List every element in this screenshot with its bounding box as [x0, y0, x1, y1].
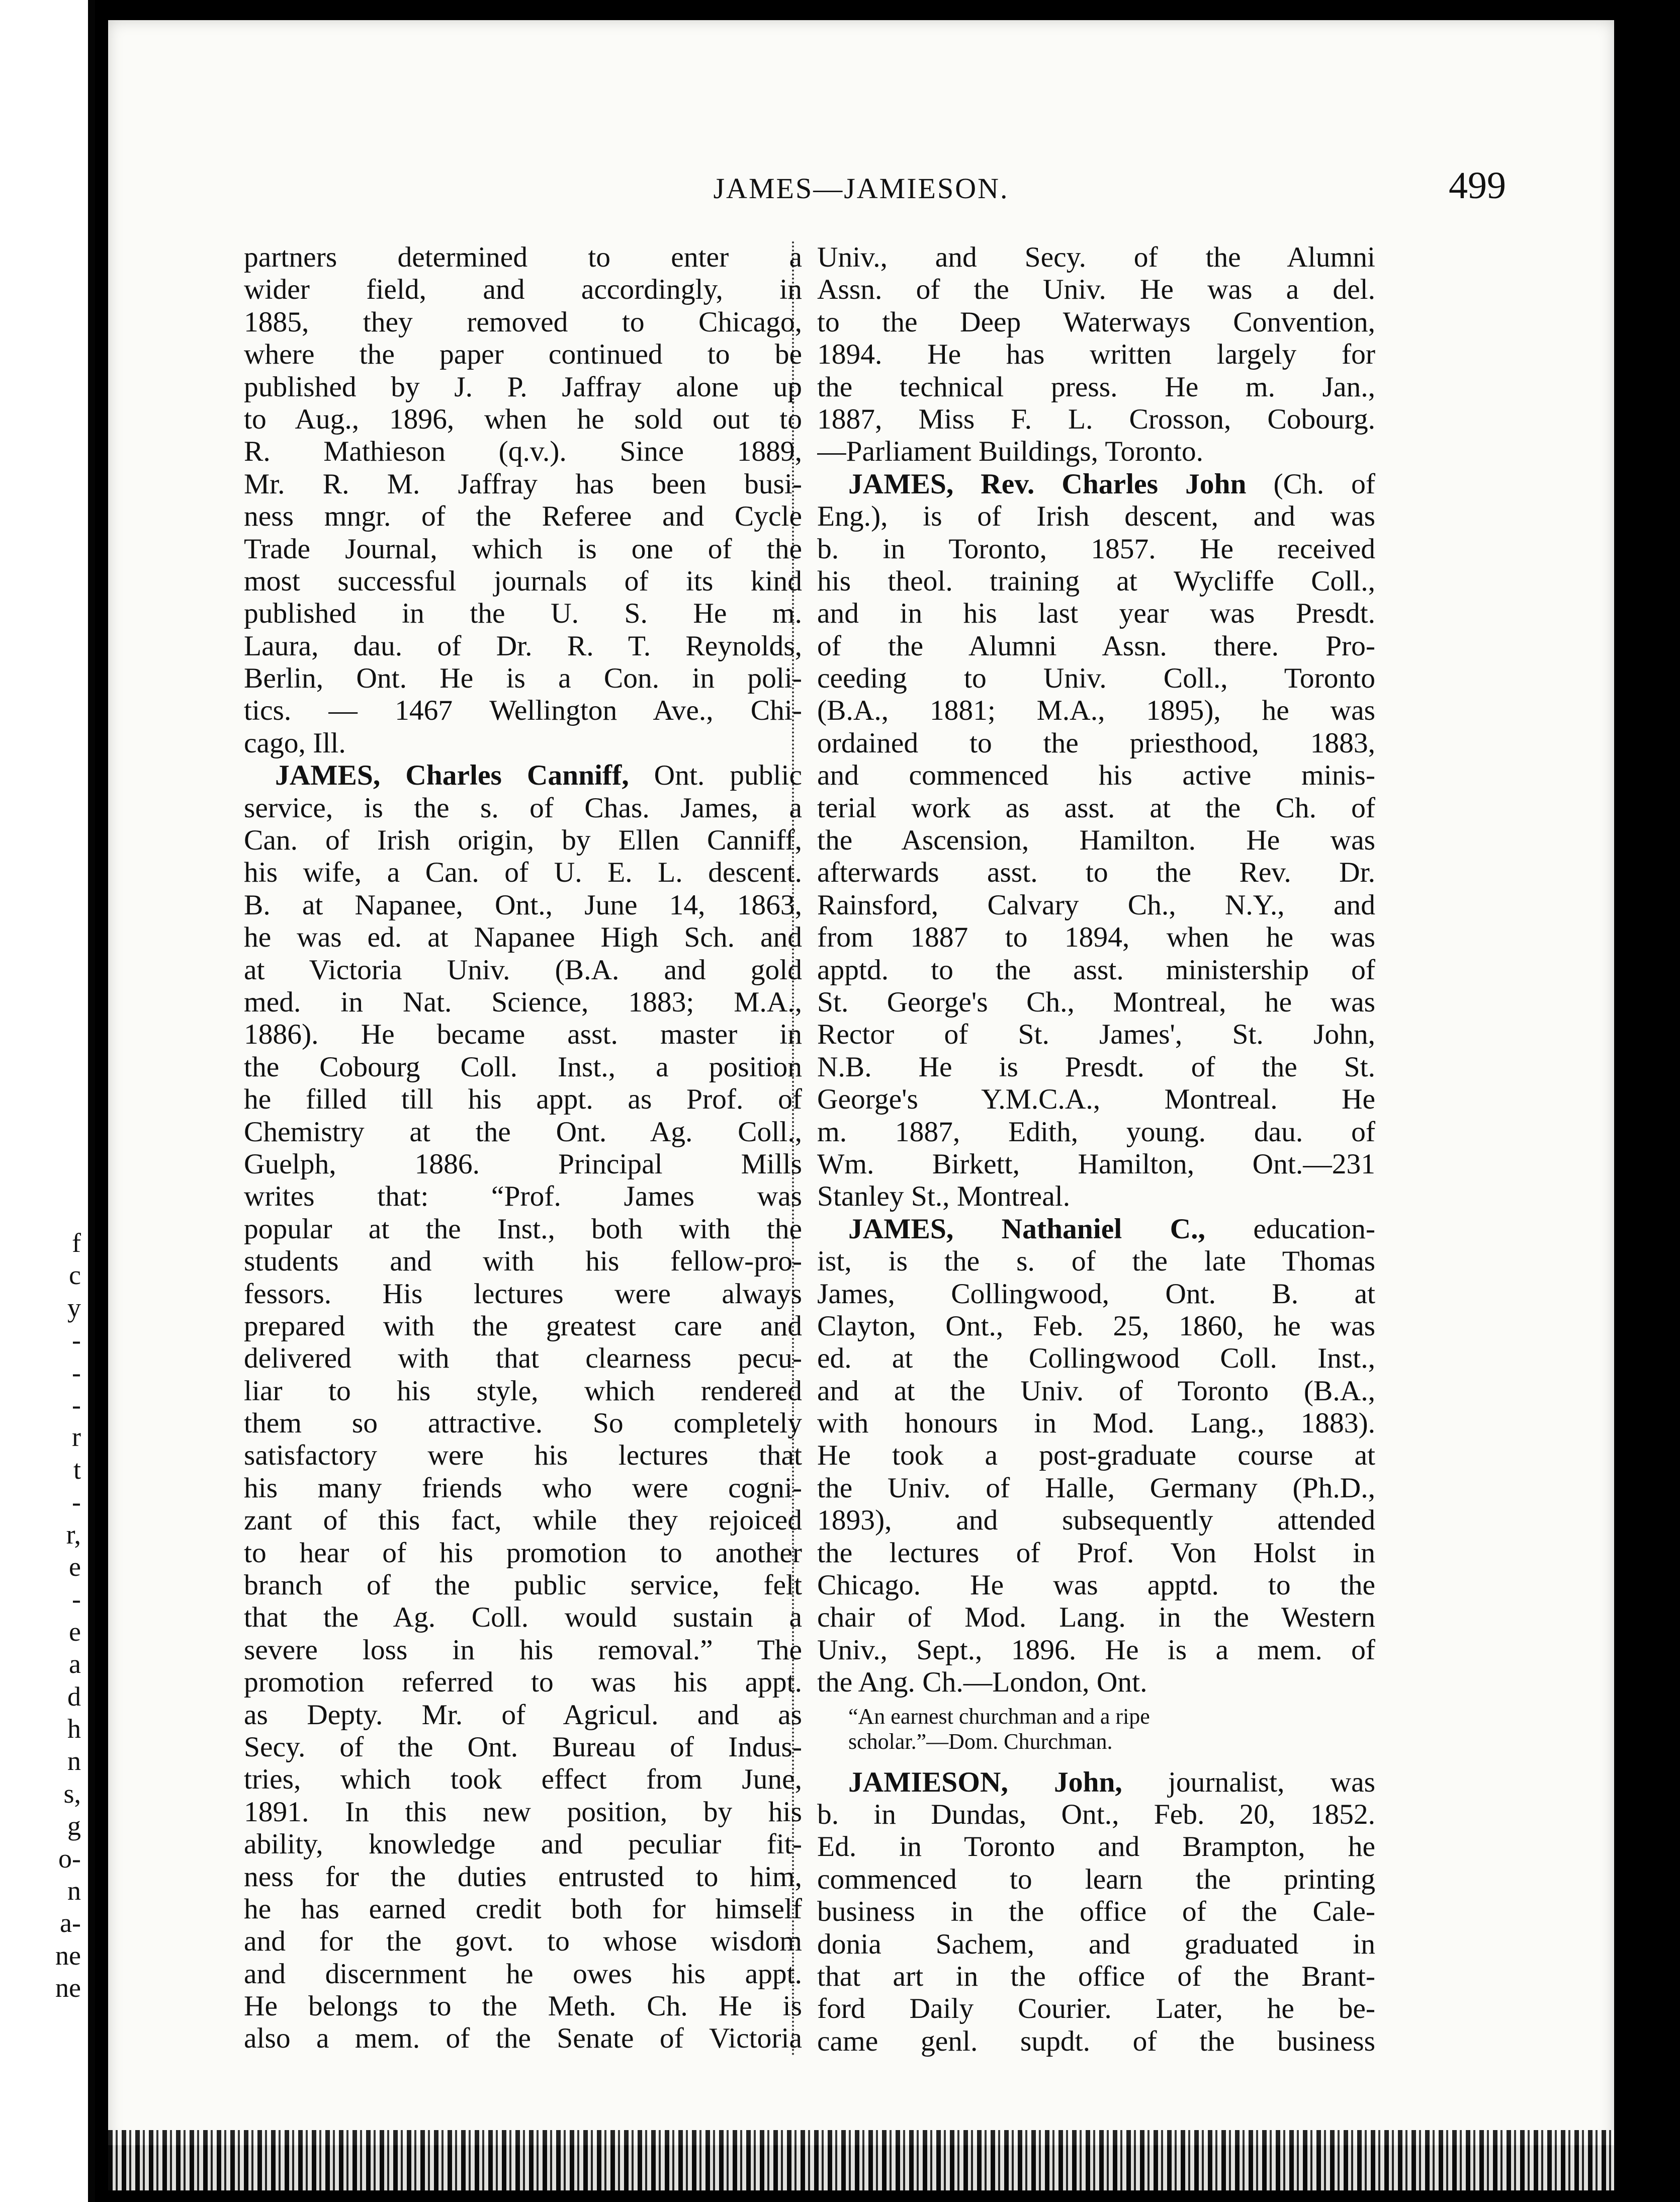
text-line: N.B. He is Presdt. of the St.: [817, 1051, 1375, 1083]
text-line: He took a post-graduate course at: [817, 1439, 1375, 1472]
text-line: delivered with that clearness pecu-: [244, 1342, 802, 1375]
text-line: his theol. training at Wycliffe Coll.,: [817, 565, 1375, 597]
text-line: Berlin, Ont. He is a Con. in poli-: [244, 662, 802, 695]
text-line: (B.A., 1881; M.A., 1895), he was: [817, 695, 1375, 727]
text-line: and commenced his active minis-: [817, 759, 1375, 792]
text-line: [817, 1213, 1375, 1245]
text-line: came genl. supdt. of the business: [817, 2025, 1375, 2057]
text-line: popular at the Inst., both with the: [244, 1213, 802, 1245]
text-line: ability, knowledge and peculiar fit-: [244, 1828, 802, 1860]
page-header: [108, 166, 1614, 211]
text-line: of the Alumni Assn. there. Pro-: [817, 630, 1375, 662]
text-line: to the Deep Waterways Convention,: [817, 306, 1375, 338]
entry-text: Ont. public: [629, 759, 802, 792]
text-line: and in his last year was Presdt.: [817, 598, 1375, 630]
text-line: 1894. He has written largely for: [817, 338, 1375, 371]
bleed-through-letter: -: [72, 1487, 81, 1517]
text-line: where the paper continued to be: [244, 338, 802, 371]
text-line: business in the office of the Cale-: [817, 1896, 1375, 1928]
bleed-through-letter: a-: [60, 1908, 81, 1938]
bleed-through-letter: -: [72, 1390, 81, 1420]
bleed-through-letter: g: [67, 1811, 81, 1841]
text-line: chair of Mod. Lang. in the Western: [817, 1601, 1375, 1634]
text-line: Chicago. He was apptd. to the: [817, 1569, 1375, 1601]
text-line: fessors. His lectures were always: [244, 1278, 802, 1310]
facing-page-bleed-strip: [0, 0, 95, 2202]
bleed-through-letter: ne: [55, 1973, 81, 2003]
text-line: he has earned credit both for himself: [244, 1893, 802, 1925]
text-line: 1886). He became asst. master in: [244, 1019, 802, 1051]
text-line: his many friends who were cogni-: [244, 1472, 802, 1504]
text-line: commenced to learn the printing: [817, 1863, 1375, 1895]
text-line: [244, 759, 802, 792]
text-line: Univ., and Secy. of the Alumni: [817, 241, 1375, 273]
text-line: tries, which took effect from June,: [244, 1763, 802, 1796]
text-line: George's Y.M.C.A., Montreal. He: [817, 1083, 1375, 1116]
text-line: Chemistry at the Ont. Ag. Coll.,: [244, 1116, 802, 1148]
running-head: JAMES—JAMIESON.: [713, 172, 1009, 205]
bleed-through-letter: t: [73, 1454, 81, 1485]
text-line: [817, 1766, 1375, 1799]
bleed-through-letter: e: [69, 1616, 81, 1647]
text-line: promotion referred to was his appt.: [244, 1666, 802, 1699]
text-line: apptd. to the asst. ministership of: [817, 954, 1375, 986]
entry-heading: JAMES, Rev. Charles John: [848, 468, 1247, 500]
text-line: that art in the office of the Brant-: [817, 1960, 1375, 1992]
text-line: afterwards asst. to the Rev. Dr.: [817, 857, 1375, 889]
left-column: [244, 241, 802, 2055]
text-line: m. 1887, Edith, young. dau. of: [817, 1116, 1375, 1148]
text-line: he was ed. at Napanee High Sch. and: [244, 921, 802, 954]
epigraph-quote-line: “An earnest churchman and a ripe: [848, 1704, 1150, 1729]
bleed-through-letter: f: [72, 1228, 81, 1258]
text-line: published in the U. S. He m.: [244, 598, 802, 630]
bleed-through-letter: r: [72, 1422, 81, 1453]
text-line: and at the Univ. of Toronto (B.A.,: [817, 1375, 1375, 1407]
text-line: [817, 468, 1375, 500]
text-line: Eng.), is of Irish descent, and was: [817, 500, 1375, 533]
text-line: ceeding to Univ. Coll., Toronto: [817, 662, 1375, 695]
text-line: Mr. R. M. Jaffray has been busi-: [244, 468, 802, 500]
text-line: —Parliament Buildings, Toronto.: [817, 436, 1203, 468]
text-line: severe loss in his removal.” The: [244, 1634, 802, 1666]
bleed-through-letter: ne: [55, 1940, 81, 1971]
text-line: He belongs to the Meth. Ch. He is: [244, 1990, 802, 2022]
text-line: R. Mathieson (q.v.). Since 1889,: [244, 436, 802, 468]
text-line: them so attractive. So completely: [244, 1407, 802, 1439]
text-line: Guelph, 1886. Principal Mills: [244, 1148, 802, 1180]
text-line: branch of the public service, felt: [244, 1569, 802, 1601]
text-line: ed. at the Collingwood Coll. Inst.,: [817, 1342, 1375, 1375]
text-line: tics. — 1467 Wellington Ave., Chi-: [244, 695, 802, 727]
book-page: [108, 20, 1614, 2145]
text-line: as Depty. Mr. of Agricul. and as: [244, 1699, 802, 1731]
text-line: also a mem. of the Senate of Victoria: [244, 2022, 802, 2055]
text-line: Trade Journal, which is one of the: [244, 533, 802, 565]
text-line: published by J. P. Jaffray alone up: [244, 371, 802, 403]
bleed-through-letter: o-: [58, 1843, 81, 1874]
text-line: wider field, and accordingly, in: [244, 274, 802, 306]
text-line: writes that: “Prof. James was: [244, 1180, 802, 1213]
text-line: ness for the duties entrusted to him,: [244, 1860, 802, 1893]
text-line: Univ., Sept., 1896. He is a mem. of: [817, 1634, 1375, 1666]
text-line: with honours in Mod. Lang., 1883).: [817, 1407, 1375, 1439]
bleed-through-letter: c: [69, 1260, 81, 1291]
entry-heading: JAMES, Charles Canniff,: [275, 759, 629, 792]
text-line: 1885, they removed to Chicago,: [244, 306, 802, 338]
bleed-through-letter: a: [69, 1649, 81, 1679]
bleed-through-letter: y: [67, 1292, 81, 1323]
text-line: the Univ. of Halle, Germany (Ph.D.,: [817, 1472, 1375, 1504]
text-line: the technical press. He m. Jan.,: [817, 371, 1375, 403]
text-line: most successful journals of its kind: [244, 565, 802, 597]
page-number: 499: [1449, 164, 1506, 207]
entry-text: education-: [1205, 1213, 1375, 1245]
text-line: liar to his style, which rendered: [244, 1375, 802, 1407]
text-line: Can. of Irish origin, by Ellen Canniff,: [244, 824, 802, 857]
entry-text: (Ch. of: [1246, 468, 1375, 500]
bleed-through-letter: -: [72, 1584, 81, 1615]
bleed-through-letter: -: [72, 1357, 81, 1388]
right-column: [817, 241, 1375, 2058]
text-line: Ed. in Toronto and Brampton, he: [817, 1831, 1375, 1863]
entry-heading: JAMIESON, John,: [848, 1766, 1122, 1798]
page-bottom-edge: [108, 2130, 1614, 2190]
text-line: b. in Toronto, 1857. He received: [817, 533, 1375, 565]
text-line: the Ascension, Hamilton. He was: [817, 824, 1375, 857]
text-line: service, is the s. of Chas. James, a: [244, 792, 802, 824]
text-line: at Victoria Univ. (B.A. and gold: [244, 954, 802, 986]
text-line: zant of this fact, while they rejoiced: [244, 1504, 802, 1537]
text-line: from 1887 to 1894, when he was: [817, 921, 1375, 954]
text-line: James, Collingwood, Ont. B. at: [817, 1278, 1375, 1310]
text-line: Clayton, Ont., Feb. 25, 1860, he was: [817, 1310, 1375, 1342]
bleed-through-letter: e: [69, 1552, 81, 1582]
bleed-through-letter: s,: [63, 1778, 81, 1809]
text-line: Wm. Birkett, Hamilton, Ont.—231: [817, 1148, 1375, 1180]
bleed-through-letter: -: [72, 1325, 81, 1356]
text-line: that the Ag. Coll. would sustain a: [244, 1601, 802, 1634]
text-line: and for the govt. to whose wisdom: [244, 1925, 802, 1958]
text-line: ordained to the priesthood, 1883,: [817, 727, 1375, 759]
text-line: ness mngr. of the Referee and Cycle: [244, 500, 802, 533]
text-line: the lectures of Prof. Von Holst in: [817, 1537, 1375, 1569]
text-line: donia Sachem, and graduated in: [817, 1928, 1375, 1960]
entry-heading: JAMES, Nathaniel C.,: [848, 1213, 1205, 1245]
text-line: he filled till his appt. as Prof. of: [244, 1083, 802, 1116]
text-line: Secy. of the Ont. Bureau of Indus-: [244, 1731, 802, 1763]
text-line: cago, Ill.: [244, 727, 346, 759]
text-line: 1893), and subsequently attended: [817, 1504, 1375, 1537]
bleed-through-letter: n: [67, 1746, 81, 1776]
text-line: terial work as asst. at the Ch. of: [817, 792, 1375, 824]
bleed-through-letter: n: [67, 1876, 81, 1906]
text-line: med. in Nat. Science, 1883; M.A.,: [244, 986, 802, 1018]
text-line: 1887, Miss F. L. Crosson, Cobourg.: [817, 403, 1375, 435]
bleed-through-letter: h: [67, 1714, 81, 1744]
text-line: his wife, a Can. of U. E. L. descent.: [244, 857, 802, 889]
text-line: to hear of his promotion to another: [244, 1537, 802, 1569]
text-line: partners determined to enter a: [244, 241, 802, 273]
text-line: Rainsford, Calvary Ch., N.Y., and: [817, 889, 1375, 921]
text-line: prepared with the greatest care and: [244, 1310, 802, 1342]
text-line: the Ang. Ch.—London, Ont.: [817, 1666, 1147, 1699]
text-line: St. George's Ch., Montreal, he was: [817, 986, 1375, 1018]
text-line: ford Daily Courier. Later, he be-: [817, 1993, 1375, 2025]
text-line: Stanley St., Montreal.: [817, 1180, 1071, 1213]
text-line: Rector of St. James', St. John,: [817, 1019, 1375, 1051]
text-line: b. in Dundas, Ont., Feb. 20, 1852.: [817, 1798, 1375, 1830]
text-line: ist, is the s. of the late Thomas: [817, 1245, 1375, 1278]
text-line: satisfactory were his lectures that: [244, 1439, 802, 1472]
text-line: Assn. of the Univ. He was a del.: [817, 274, 1375, 306]
text-line: 1891. In this new position, by his: [244, 1796, 802, 1828]
entry-text: journalist, was: [1122, 1766, 1375, 1798]
epigraph-quote-line: scholar.”—Dom. Churchman.: [848, 1729, 1113, 1754]
text-line: to Aug., 1896, when he sold out to: [244, 403, 802, 435]
text-line: B. at Napanee, Ont., June 14, 1863,: [244, 889, 802, 921]
text-line: students and with his fellow-pro-: [244, 1245, 802, 1278]
text-line: the Cobourg Coll. Inst., a position: [244, 1051, 802, 1083]
bleed-through-letter: d: [67, 1681, 81, 1712]
bleed-through-letter: r,: [66, 1519, 81, 1550]
text-line: and discernment he owes his appt.: [244, 1958, 802, 1990]
text-line: Laura, dau. of Dr. R. T. Reynolds,: [244, 630, 802, 662]
